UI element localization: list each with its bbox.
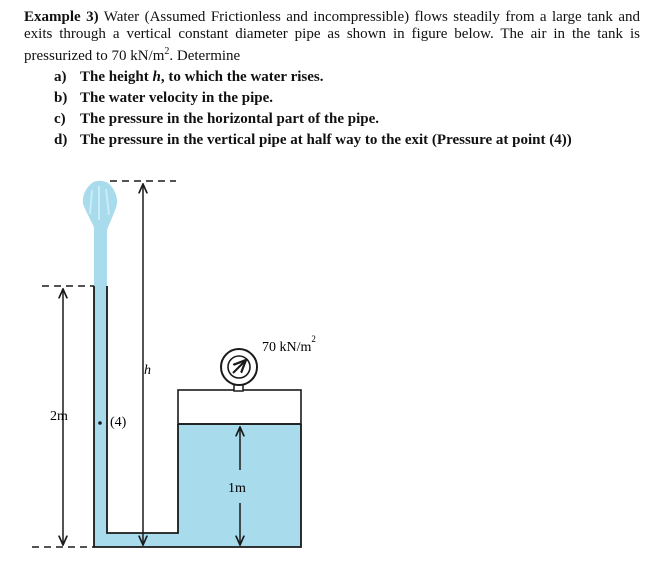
part-text: The water velocity in the pipe. bbox=[80, 90, 274, 106]
part-text: The height bbox=[80, 69, 153, 85]
part-variable: h bbox=[152, 69, 161, 85]
part-letter: b) bbox=[54, 90, 68, 106]
part-letter: a) bbox=[54, 69, 67, 85]
intro-superscript: 2 bbox=[164, 46, 170, 57]
h-label: h bbox=[144, 363, 151, 378]
part-letter: d) bbox=[54, 132, 68, 148]
pressure-label: 70 $kN/m^2$ bbox=[262, 334, 316, 355]
tank-air-space bbox=[178, 390, 301, 424]
part-letter: c) bbox=[54, 111, 66, 127]
intro-text-end: . Determine bbox=[169, 48, 241, 64]
example-label: Example 3) bbox=[24, 9, 99, 25]
1m-label: 1m bbox=[228, 481, 246, 496]
intro-text: Water (Assumed Frictionless and incompressible) flows steadily from a large tank and exits through a vertical constant diameter pipe as shown in figure below. The air in the tank is pressurized to 70 kN/m bbox=[24, 9, 641, 64]
part-text: The pressure in the vertical pipe at half way to the exit (Pressure at point (4)) bbox=[80, 132, 572, 148]
point-4-label: (4) bbox=[110, 415, 127, 430]
horizontal-pipe-water bbox=[94, 533, 180, 547]
point-4-marker bbox=[98, 421, 102, 425]
part-text: The pressure in the horizontal part of the pipe. bbox=[80, 111, 380, 127]
2m-label: 2m bbox=[50, 409, 68, 424]
vertical-pipe-water bbox=[94, 218, 107, 534]
part-text: , to which the water rises. bbox=[160, 69, 324, 85]
